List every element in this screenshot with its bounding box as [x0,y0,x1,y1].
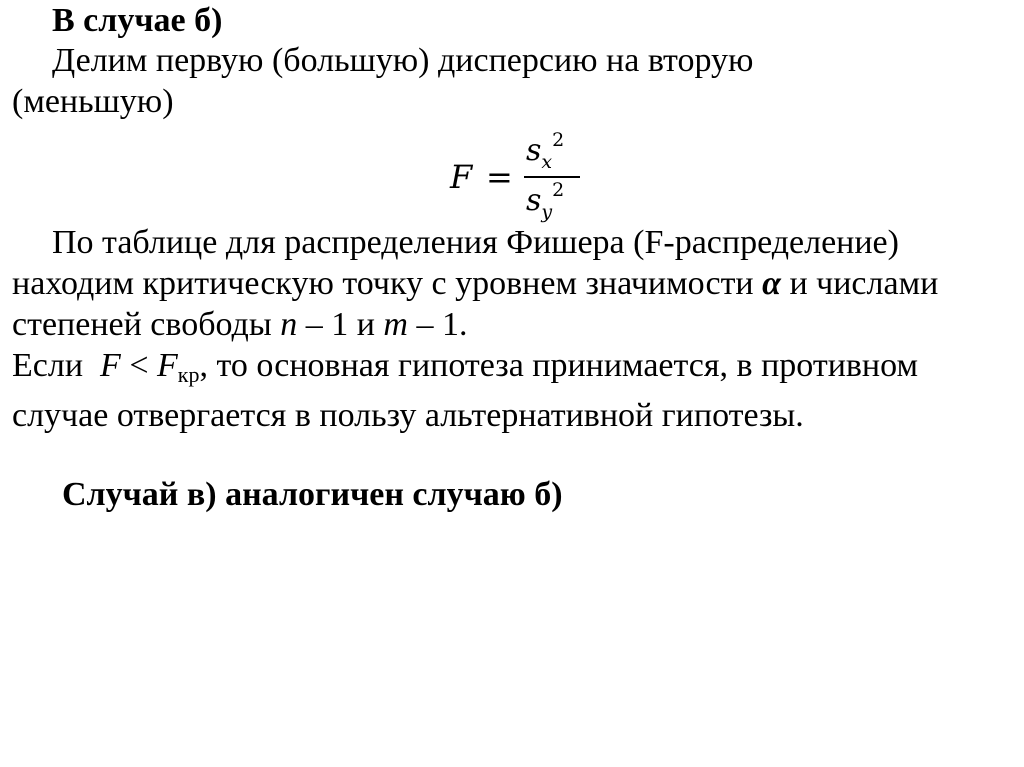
formula-lhs: F [450,158,473,196]
den-sub: y [541,201,553,223]
para2-text-3: – 1 и [305,306,375,343]
para2-text-4: – 1. [416,306,468,343]
heading-case-v: Случай в) аналогичен случаю б) [62,476,563,513]
formula-numerator [526,129,565,173]
alpha-symbol: α [762,265,781,302]
para2-text-2: и числами степеней свободы [12,265,939,343]
f-symbol: F [100,347,121,384]
formula-equals: = [486,158,513,196]
den-base: s [526,183,542,218]
m-symbol: m [383,306,408,343]
n-symbol: n [280,306,298,343]
num-sup: 2 [552,129,565,151]
para2-if: Если [12,347,84,384]
para1-line2: (меньшую) [12,83,174,120]
formula-fraction [524,130,580,222]
heading-case-b: В случае б) [52,2,223,39]
para2-text-5: , то основная гипотеза принимается, в противном случае отвергается в пользу альтернативной гипотезы. [12,347,918,434]
f-critical-symbol: F [157,347,178,384]
paragraph-fisher-table [12,222,1012,436]
num-base: s [526,133,542,168]
f-formula [450,130,590,222]
fraction-bar [524,176,580,178]
critical-subscript: кр [177,362,200,387]
paragraph-divide-variances [12,40,1002,122]
less-than-symbol: < [129,347,149,384]
num-sub: x [541,151,553,173]
para2-text-1: По таблице для распределения Фишера (F-распределение) находим критическую точку с уровнем значимости [12,224,899,302]
den-sup: 2 [552,179,565,201]
formula-denominator [526,179,565,223]
para1-line1: Делим первую (большую) дисперсию на вторую [52,42,754,79]
